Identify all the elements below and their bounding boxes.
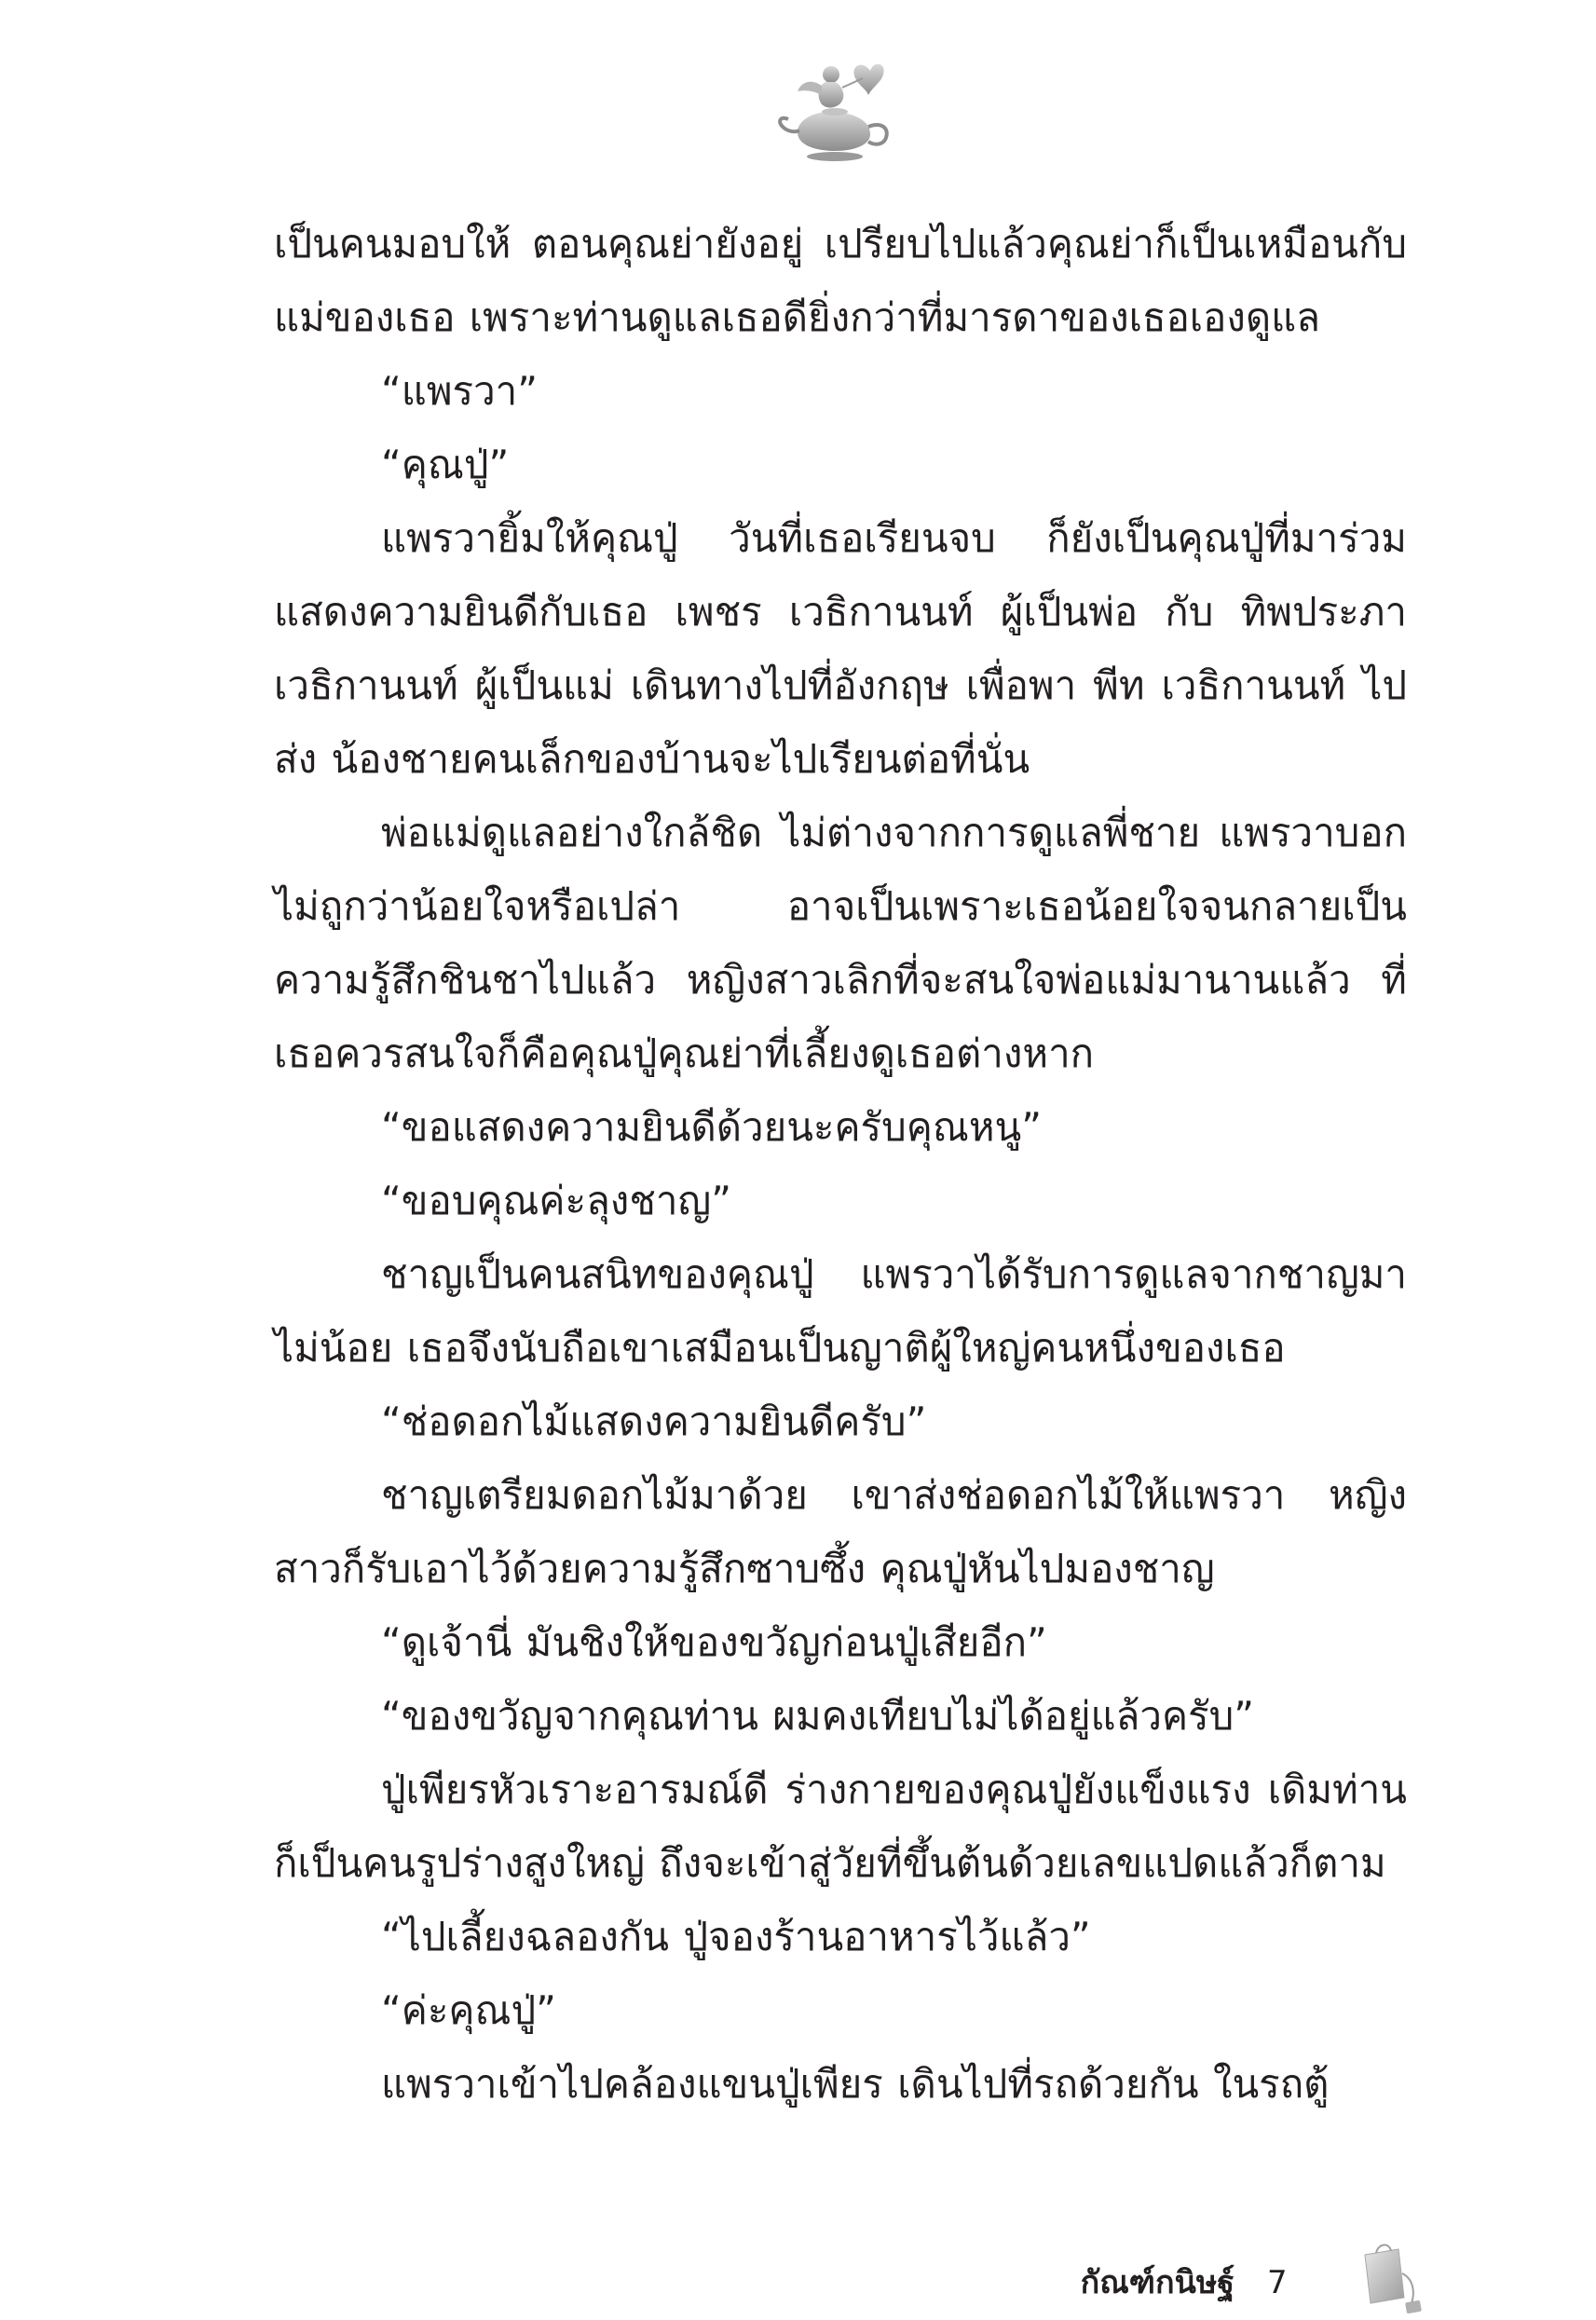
paragraph: แพรวาเข้าไปคล้องแขนปู่เพียร เดินไปที่รถด้วยกัน ในรถตู้ (381, 2061, 1330, 2107)
teabag-icon (1356, 2236, 1430, 2320)
dialogue-line: “ขอแสดงความยินดีด้วยนะครับคุณหนู” (381, 1104, 1042, 1150)
dialogue-line: “ไปเลี้ยงฉลองกัน ปู่จองร้านอาหารไว้แล้ว” (381, 1914, 1091, 1959)
book-title: กัณฑ์กนิษฐ์ (1080, 2264, 1235, 2301)
teapot-cupid-icon (770, 54, 900, 170)
dialogue-line: “ขอบคุณค่ะลุงชาญ” (381, 1178, 731, 1223)
paragraph: เป็นคนมอบให้ ตอนคุณย่ายังอยู่ เปรียบไปแล้วคุณย่าก็เป็นเหมือนกับแม่ของเธอ เพราะท่านดูแลเธอดียิ่งกว่าที่มารดาของเธอเองดูแล (274, 221, 1407, 340)
dialogue-line: “ช่อดอกไม้แสดงความยินดีครับ” (381, 1399, 927, 1444)
paragraph: ชาญเตรียมดอกไม้มาด้วย เขาส่งช่อดอกไม้ให้แพรวา หญิงสาวก็รับเอาไว้ด้วยความรู้สึกซาบซึ้ง คุณปู่หันไปมองชาญ (274, 1472, 1407, 1591)
paragraph: แพรวายิ้มให้คุณปู่ วันที่เธอเรียนจบ ก็ยังเป็นคุณปู่ที่มาร่วมแสดงความยินดีกับเธอ เพชร เวธิกานนท์ ผู้เป็นพ่อ กับ ทิพประภา เวธิกานนท์ ผู้เป็นแม่ เดินทางไปที่อังกฤษ เพื่อพา พีท เวธิกานนท์ ไปส่ง น้องชายคนเล็กของบ้านจะไปเรียนต่อที่นั่น (274, 515, 1407, 782)
dialogue-line: “ค่ะคุณปู่” (381, 1987, 556, 2033)
page-number: 7 (1267, 2264, 1288, 2301)
dialogue-line: “แพรวา” (381, 368, 538, 414)
paragraph: ชาญเป็นคนสนิทของคุณปู่ แพรวาได้รับการดูแลจากชาญมาไม่น้อย เธอจึงนับถือเขาเสมือนเป็นญาติผู้ใหญ่คนหนึ่งของเธอ (274, 1251, 1407, 1371)
dialogue-line: “ดูเจ้านี่ มันชิงให้ของขวัญก่อนปู่เสียอีก” (381, 1619, 1047, 1665)
paragraph: พ่อแม่ดูแลอย่างใกล้ชิด ไม่ต่างจากการดูแลพี่ชาย แพรวาบอกไม่ถูกว่าน้อยใจหรือเปล่า อาจเป็นเพราะเธอน้อยใจจนกลายเป็นความรู้สึกชินชาไปแล้ว หญิงสาวเลิกที่จะสนใจพ่อแม่มานานแล้ว ที่เธอควรสนใจก็คือคุณปู่คุณย่าที่เลี้ยงดูเธอต่างหาก (274, 810, 1407, 1076)
paragraph: ปู่เพียรหัวเราะอารมณ์ดี ร่างกายของคุณปู่ยังแข็งแรง เดิมท่านก็เป็นคนรูปร่างสูงใหญ่ ถึงจะเข้าสู่วัยที่ขึ้นต้นด้วยเลขแปดแล้วก็ตาม (274, 1767, 1407, 1886)
dialogue-line: “คุณปู่” (381, 442, 510, 487)
dialogue-line: “ของขวัญจากคุณท่าน ผมคงเทียบไม่ได้อยู่แล้วครับ” (381, 1693, 1255, 1739)
body-text (274, 207, 1407, 2121)
